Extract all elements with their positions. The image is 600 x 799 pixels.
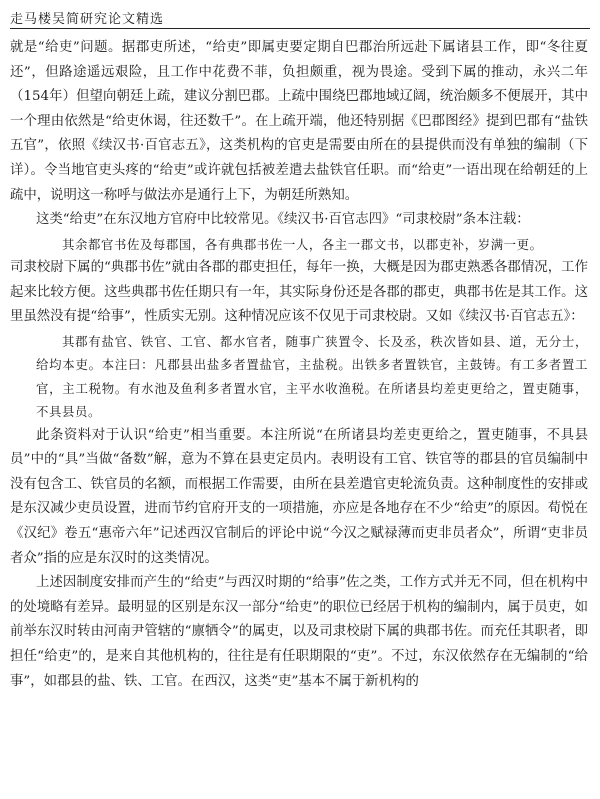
quote-1: 其余都官书佐及每郡国，各有典郡书佐一人，各主一郡文书，以郡吏补，岁满一更。 [62, 236, 543, 252]
header-title: 走马楼吴简研究论文精选 [10, 12, 165, 27]
paragraph-5: 上述因制度安排而产生的“给吏”与西汉时期的“给事”佐之类，工作方式并无不同，但在机构中的处境略有差异。最明显的区别是东汉一部分“给吏”的职位已经居于机构的编制内，属于员吏，如前举东汉时转由河南尹管辖的“廪牺令”的属吏，以及司隶校尉下属的典郡书佐。而充任其职者，即担任“给吏”的，是来自其他机构的，往往是有任职期限的“吏”。不过，东汉依然存在无编制的“给事”，如郡县的盐、铁、工官。在西汉，这类“吏”基本不属于新机构的 [10, 575, 588, 689]
paragraph-1: 就是“给吏”问题。据郡吏所述，“给吏”即属吏要定期自巴郡治所远赴下属诸县工作，即“冬往夏还”，但路途遥远艰险，且工作中花费不菲，负担颇重，视为畏途。受到下属的推动，永兴二年（154年）但望向朝廷上疏，建议分割巴郡。上疏中围绕巴郡地域辽阔，统治颇多不便展开，其中一个理由依然是“给吏休谒，往还数千”。在上疏开端，他还特别据《巴郡图经》提到巴郡有“盐铁五官”，依照《续汉书·百官志五》，这类机构的官吏是需要由所在的县提供而没有单独的编制（下详）。令当地官吏头疼的“给吏”或许就包括被差遣去盐铁官任职。而“给吏”一语出现在给朝廷的上疏中，说明这一称呼与做法亦是通行上下，为朝廷所熟知。 [10, 40, 588, 203]
paragraph-4: 此条资料对于认识“给吏”相当重要。本注所说“在所诸县均差吏更给之，置吏随事，不具县员”中的“具”当做“备数”解，意为不算在县吏定员内。表明设有工官、铁官等的郡县的官员编制中没有包含工、铁官员的名额，而根据工作需要，由所在县差遣官吏轮流负责。这种制度性的安排或是东汉减少吏员设置，进而节约官府开支的一项措施，亦应是各地存在不少“给吏”的原因。荀悦在《汉纪》卷五“惠帝六年”记述西汉官制后的评论中说“今汉之赋禄薄而吏非员者众”，所谓“吏非员者众”指的应是东汉时的这类情况。 [10, 427, 588, 566]
quote-2: 其郡有盐官、铁官、工官、都水官者，随事广狭置令、长及丞，秩次皆如县、道，无分士，给均本吏。本注曰：凡郡县出盐多者置盐官，主盐税。出铁多者置铁官，主鼓铸。有工多者置工官，主工税物。有水池及鱼利多者置水官，主平水收渔税。在所诸县均差吏更给之，置吏随事，不具县员。 [36, 333, 588, 420]
paragraph-3: 司隶校尉下属的“典郡书佐”就由各郡的郡吏担任，每年一换，大概是因为郡吏熟悉各郡情况，工作起来比较方便。这些典郡书佐任期只有一年，其实际身份还是各郡的郡吏，典郡书佐是其工作。这里虽然没有提“给事”，性质实无别。这种情况应该不仅见于司隶校尉。又如《续汉书·百官志五》： [10, 260, 588, 325]
running-header [10, 6, 590, 29]
page-body [10, 36, 588, 694]
paragraph-2: 这类“给吏”在东汉地方官府中比较常见。《续汉书·百官志四》“司隶校尉”条本注载： [36, 212, 530, 228]
